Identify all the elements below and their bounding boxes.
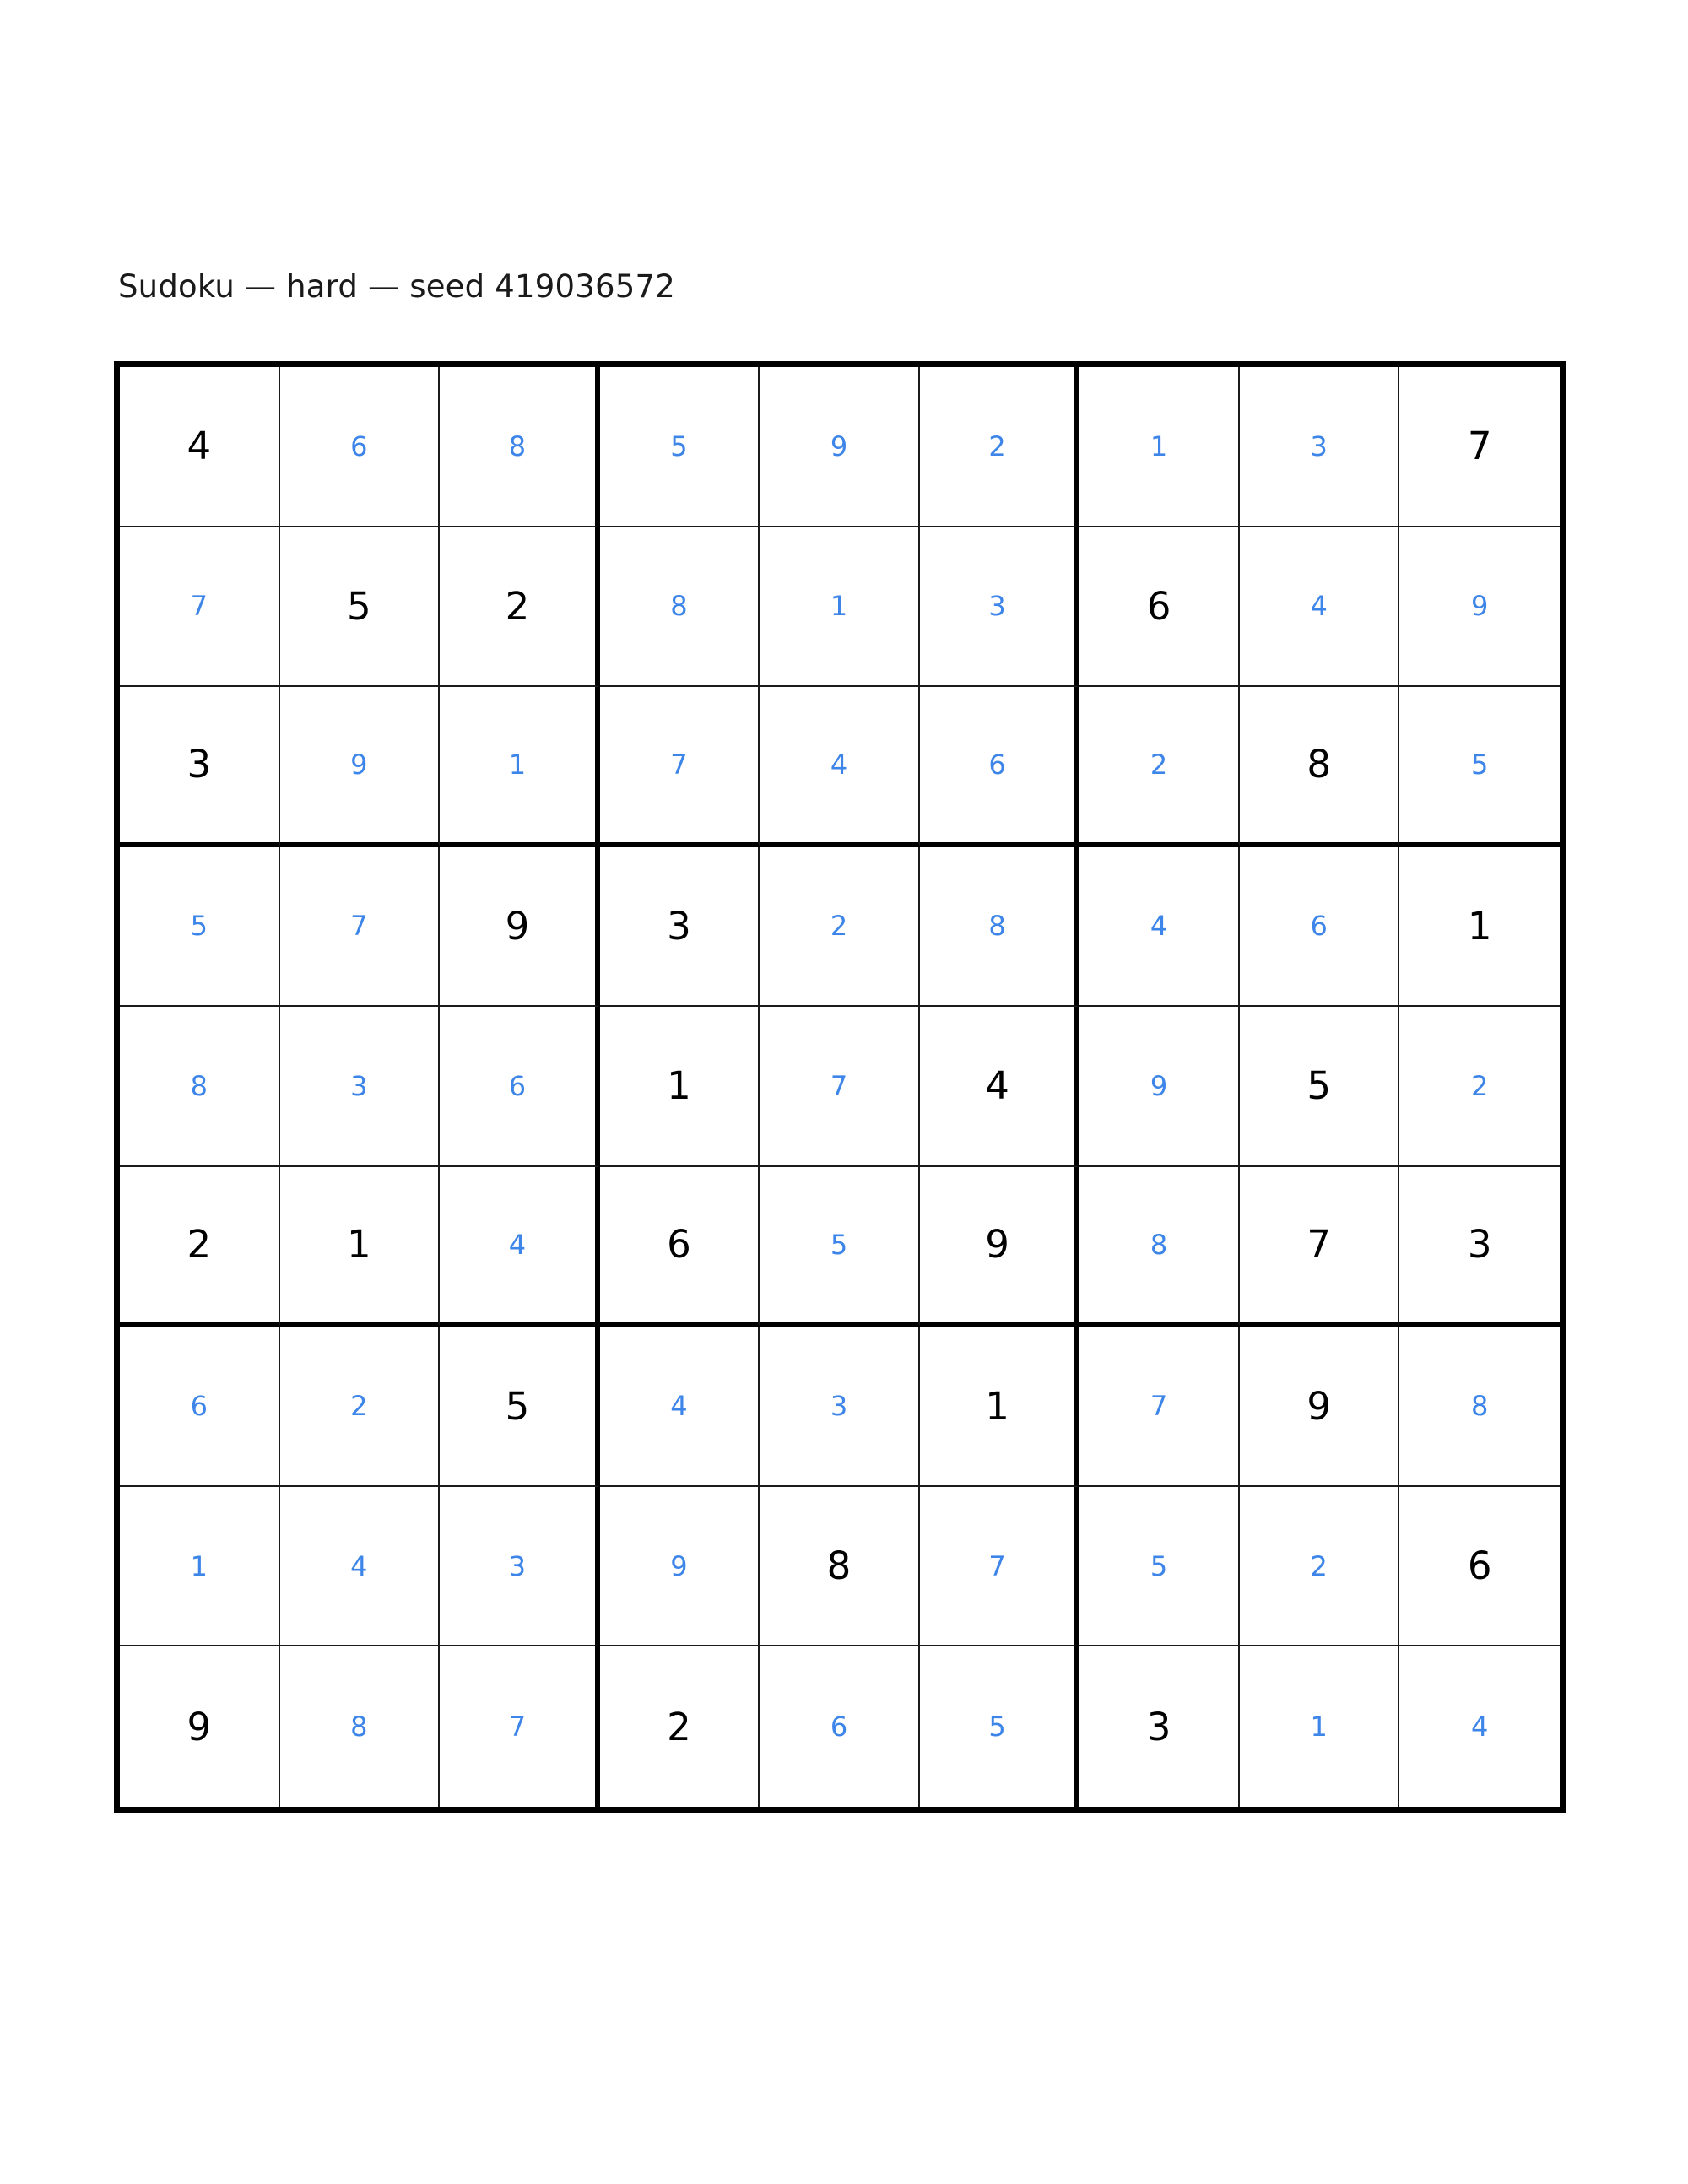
given-value: 7 — [1307, 1222, 1331, 1268]
filled-value: 8 — [508, 430, 527, 462]
sudoku-cell[interactable] — [280, 1167, 441, 1327]
sudoku-cell[interactable] — [120, 1007, 280, 1167]
sudoku-cell[interactable] — [920, 367, 1080, 527]
filled-value: 8 — [350, 1711, 368, 1743]
sudoku-cell[interactable] — [1240, 367, 1400, 527]
sudoku-cell[interactable] — [440, 1167, 600, 1327]
filled-value: 7 — [988, 1549, 1006, 1582]
sudoku-cell[interactable] — [920, 1487, 1080, 1647]
given-value: 6 — [667, 1222, 691, 1268]
sudoku-cell[interactable] — [280, 1327, 441, 1487]
sudoku-cell[interactable] — [120, 1646, 280, 1807]
given-value: 2 — [187, 1222, 212, 1268]
sudoku-cell[interactable] — [440, 1007, 600, 1167]
given-value: 4 — [187, 424, 212, 469]
filled-value: 9 — [830, 430, 848, 462]
sudoku-cell[interactable] — [280, 367, 441, 527]
given-value: 8 — [1307, 742, 1331, 787]
filled-value: 7 — [1150, 1390, 1168, 1423]
filled-value: 9 — [1150, 1069, 1168, 1102]
filled-value: 6 — [1310, 910, 1328, 943]
given-value: 1 — [347, 1222, 371, 1268]
given-value: 5 — [1307, 1063, 1331, 1109]
given-value: 1 — [1467, 903, 1492, 949]
sudoku-cell[interactable] — [1399, 1487, 1560, 1647]
filled-value: 4 — [1471, 1711, 1489, 1743]
sudoku-cell[interactable] — [1079, 687, 1240, 847]
sudoku-cell[interactable] — [600, 687, 760, 847]
sudoku-cell[interactable] — [760, 527, 920, 688]
sudoku-cell[interactable] — [760, 367, 920, 527]
sudoku-cell[interactable] — [600, 367, 760, 527]
sudoku-cell[interactable] — [120, 1487, 280, 1647]
sudoku-cell[interactable] — [760, 1487, 920, 1647]
filled-value: 6 — [190, 1390, 208, 1423]
filled-value: 7 — [830, 1069, 848, 1102]
filled-value: 5 — [670, 430, 688, 462]
given-value: 3 — [1467, 1222, 1492, 1268]
given-value: 9 — [505, 903, 530, 949]
sudoku-cell[interactable] — [600, 527, 760, 688]
sudoku-cell[interactable] — [760, 1007, 920, 1167]
filled-value: 3 — [508, 1549, 527, 1582]
given-value: 3 — [187, 742, 212, 787]
sudoku-cell[interactable] — [600, 847, 760, 1008]
sudoku-cell[interactable] — [1399, 847, 1560, 1008]
sudoku-cell[interactable] — [120, 527, 280, 688]
filled-value: 1 — [1310, 1711, 1328, 1743]
sudoku-cell[interactable] — [1240, 687, 1400, 847]
filled-value: 8 — [670, 590, 688, 623]
filled-value: 4 — [830, 748, 848, 781]
given-value: 5 — [505, 1383, 530, 1429]
sudoku-cell[interactable] — [280, 527, 441, 688]
page-title: Sudoku — hard — seed 419036572 — [118, 268, 675, 305]
filled-value: 5 — [988, 1711, 1006, 1743]
filled-value: 7 — [508, 1711, 527, 1743]
filled-value: 3 — [988, 590, 1006, 623]
filled-value: 5 — [1471, 748, 1489, 781]
sudoku-cell[interactable] — [280, 1487, 441, 1647]
given-value: 6 — [1467, 1543, 1492, 1589]
given-value: 4 — [985, 1063, 1009, 1109]
filled-value: 5 — [830, 1228, 848, 1261]
filled-value: 8 — [1150, 1228, 1168, 1261]
given-value: 8 — [826, 1543, 852, 1589]
filled-value: 4 — [350, 1549, 368, 1582]
given-value: 6 — [1146, 583, 1171, 629]
filled-value: 3 — [830, 1390, 848, 1423]
given-value: 3 — [1146, 1704, 1171, 1749]
sudoku-cell[interactable] — [1399, 1327, 1560, 1487]
filled-value: 7 — [670, 748, 688, 781]
sudoku-cell[interactable] — [120, 687, 280, 847]
filled-value: 4 — [670, 1390, 688, 1423]
sudoku-cell[interactable] — [1399, 1167, 1560, 1327]
sudoku-cell[interactable] — [1240, 1646, 1400, 1807]
sudoku-cell[interactable] — [1399, 527, 1560, 688]
filled-value: 3 — [1310, 430, 1328, 462]
filled-value: 9 — [1471, 590, 1489, 623]
sudoku-cell[interactable] — [280, 847, 441, 1008]
sudoku-cell[interactable] — [920, 527, 1080, 688]
sudoku-cell[interactable] — [1399, 1646, 1560, 1807]
sudoku-cell[interactable] — [1399, 1007, 1560, 1167]
filled-value: 1 — [508, 748, 527, 781]
sudoku-cell[interactable] — [120, 367, 280, 527]
sudoku-cell[interactable] — [600, 1167, 760, 1327]
sudoku-cell[interactable] — [120, 1167, 280, 1327]
filled-value: 4 — [508, 1228, 527, 1261]
filled-value: 2 — [350, 1390, 368, 1423]
filled-value: 3 — [350, 1069, 368, 1102]
filled-value: 8 — [988, 910, 1006, 943]
sudoku-cell[interactable] — [440, 527, 600, 688]
sudoku-cell[interactable] — [920, 687, 1080, 847]
given-value: 1 — [985, 1383, 1009, 1429]
filled-value: 6 — [508, 1069, 527, 1102]
filled-value: 4 — [1310, 590, 1328, 623]
given-value: 9 — [187, 1704, 212, 1749]
sudoku-cell[interactable] — [760, 1167, 920, 1327]
filled-value: 7 — [350, 910, 368, 943]
filled-value: 6 — [988, 748, 1006, 781]
sudoku-cell[interactable] — [1079, 1327, 1240, 1487]
sudoku-cell[interactable] — [280, 1646, 441, 1807]
given-value: 7 — [1467, 424, 1492, 469]
sudoku-cell[interactable] — [920, 1327, 1080, 1487]
filled-value: 2 — [1471, 1069, 1489, 1102]
sudoku-cell[interactable] — [120, 1327, 280, 1487]
sudoku-cell[interactable] — [440, 367, 600, 527]
sudoku-cell[interactable] — [1079, 1007, 1240, 1167]
sudoku-cell[interactable] — [1079, 1646, 1240, 1807]
filled-value: 9 — [350, 748, 368, 781]
filled-value: 5 — [1150, 1549, 1168, 1582]
sudoku-cell[interactable] — [1079, 367, 1240, 527]
sudoku-cell[interactable] — [600, 1007, 760, 1167]
given-value: 5 — [347, 583, 371, 629]
sudoku-board — [114, 361, 1566, 1813]
filled-value: 8 — [1471, 1390, 1489, 1423]
given-value: 9 — [985, 1222, 1009, 1268]
sudoku-cell[interactable] — [280, 687, 441, 847]
filled-value: 5 — [190, 910, 208, 943]
filled-value: 1 — [830, 590, 848, 623]
filled-value: 2 — [988, 430, 1006, 462]
sudoku-cell[interactable] — [440, 1646, 600, 1807]
given-value: 9 — [1307, 1383, 1331, 1429]
sudoku-cell[interactable] — [1399, 687, 1560, 847]
sudoku-cell[interactable] — [1240, 527, 1400, 688]
filled-value: 4 — [1150, 910, 1168, 943]
sudoku-cell[interactable] — [920, 1007, 1080, 1167]
sudoku-cell[interactable] — [1079, 527, 1240, 688]
sudoku-cell[interactable] — [760, 847, 920, 1008]
filled-value: 1 — [1150, 430, 1168, 462]
sudoku-cell[interactable] — [760, 1646, 920, 1807]
sudoku-cell[interactable] — [1240, 1167, 1400, 1327]
filled-value: 6 — [350, 430, 368, 462]
sudoku-cell[interactable] — [600, 1646, 760, 1807]
sudoku-cell[interactable] — [760, 687, 920, 847]
sudoku-cell[interactable] — [120, 847, 280, 1008]
given-value: 3 — [667, 903, 691, 949]
sudoku-cell[interactable] — [1240, 847, 1400, 1008]
sudoku-cell[interactable] — [440, 687, 600, 847]
sudoku-cell[interactable] — [1079, 1167, 1240, 1327]
filled-value: 2 — [1310, 1549, 1328, 1582]
sudoku-cell[interactable] — [1079, 1487, 1240, 1647]
sudoku-cell[interactable] — [920, 1167, 1080, 1327]
given-value: 1 — [667, 1063, 691, 1109]
filled-value: 9 — [670, 1549, 688, 1582]
filled-value: 2 — [1150, 748, 1168, 781]
filled-value: 6 — [830, 1711, 848, 1743]
sudoku-cell[interactable] — [440, 1487, 600, 1647]
sudoku-cell[interactable] — [760, 1327, 920, 1487]
sudoku-cell[interactable] — [440, 1327, 600, 1487]
filled-value: 1 — [190, 1549, 208, 1582]
sudoku-cell[interactable] — [440, 847, 600, 1008]
filled-value: 7 — [190, 590, 208, 623]
given-value: 2 — [667, 1704, 691, 1749]
sudoku-cell[interactable] — [1240, 1007, 1400, 1167]
sudoku-cell[interactable] — [920, 847, 1080, 1008]
sudoku-cell[interactable] — [1079, 847, 1240, 1008]
given-value: 2 — [505, 583, 530, 629]
sudoku-cell[interactable] — [1240, 1327, 1400, 1487]
sudoku-cell[interactable] — [280, 1007, 441, 1167]
sudoku-grid — [120, 367, 1560, 1807]
sudoku-cell[interactable] — [600, 1487, 760, 1647]
filled-value: 2 — [830, 910, 848, 943]
sudoku-cell[interactable] — [1240, 1487, 1400, 1647]
sudoku-cell[interactable] — [600, 1327, 760, 1487]
filled-value: 8 — [190, 1069, 208, 1102]
sudoku-cell[interactable] — [920, 1646, 1080, 1807]
sudoku-cell[interactable] — [1399, 367, 1560, 527]
